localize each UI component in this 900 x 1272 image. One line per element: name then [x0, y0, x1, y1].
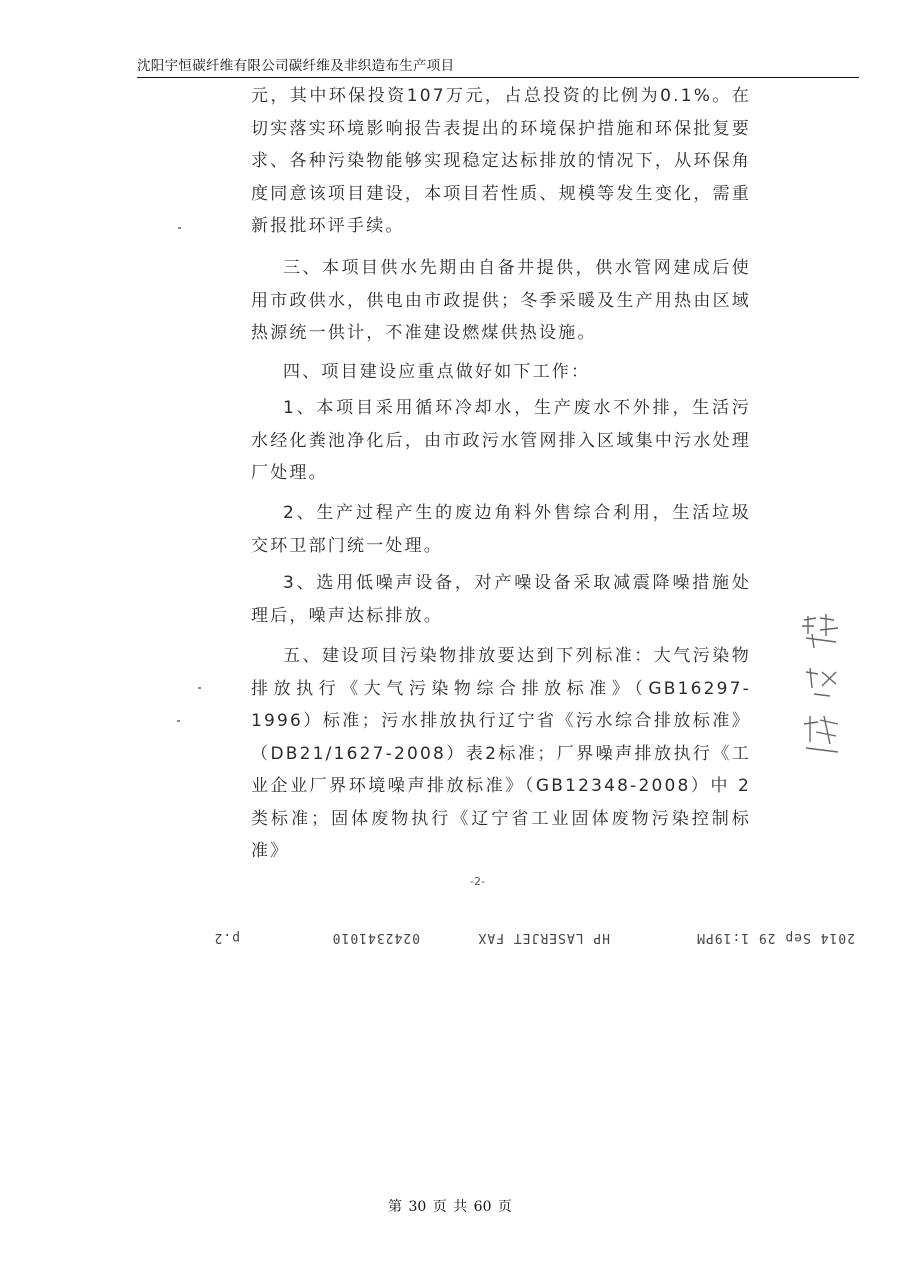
inner-page-number: -2-	[470, 875, 485, 888]
paragraph-3: 四、项目建设应重点做好如下工作：	[283, 362, 591, 382]
fax-datetime: 2014 Sep 29 1:19PM	[696, 930, 855, 945]
scan-speck	[177, 720, 180, 722]
paragraph-1: 元，其中环保投资107万元，占总投资的比例为0.1%。在切实落实环境影响报告表提出的环境保护措施和环保批复要求、各种污染物能够实现稳定达标排放的情况下，从环保角度同意该项目建设，本项目若性质、规模等发生变化，需重新报批环评手续。	[251, 86, 751, 236]
paragraph-2: 三、本项目供水先期由自备井提供，供水管网建成后使用市政供水，供电由市政提供；冬季采暖及生产用热由区域热源统一供计，不准建设燃煤供热设施。	[251, 258, 751, 343]
scan-speck	[198, 687, 201, 689]
page-footer: 第 30 页 共 60 页	[388, 1199, 512, 1215]
paragraph-6: 3、选用低噪声设备，对产噪设备采取减震降噪措施处理后，噪声达标排放。	[251, 573, 751, 626]
paragraph-5: 2、生产过程产生的废边角料外售综合利用，生活垃圾交环卫部门统一处理。	[251, 503, 751, 556]
fax-transmission-line	[195, 925, 855, 945]
fax-number: 0242341010	[331, 930, 420, 945]
seal-icon	[800, 612, 842, 762]
official-seal-fragment	[800, 612, 842, 762]
fax-device: HP LASERJET FAX	[477, 930, 610, 945]
fax-page: p.2	[213, 930, 240, 945]
document-header: 沈阳宇恒碳纤维有限公司碳纤维及非织造布生产项目	[137, 54, 859, 78]
scan-speck	[178, 227, 181, 229]
paragraph-4: 1、本项目采用循环冷却水，生产废水不外排，生活污水经化粪池净化后，由市政污水管网排入区域集中污水处理厂处理。	[251, 398, 751, 483]
paragraph-7: 五、建设项目污染物排放要达到下列标准：大气污染物排放执行《大气污染物综合排放标准》（GB16297-1996）标准；污水排放执行辽宁省《污水综合排放标准》（DB21/1627-2008）表2标准；厂界噪声排放执行《工业企业厂界环境噪声排放标准》（GB12348-2008）中 2 类标准；固体废物执行《辽宁省工业固体废物污染控制标准》	[251, 646, 751, 861]
